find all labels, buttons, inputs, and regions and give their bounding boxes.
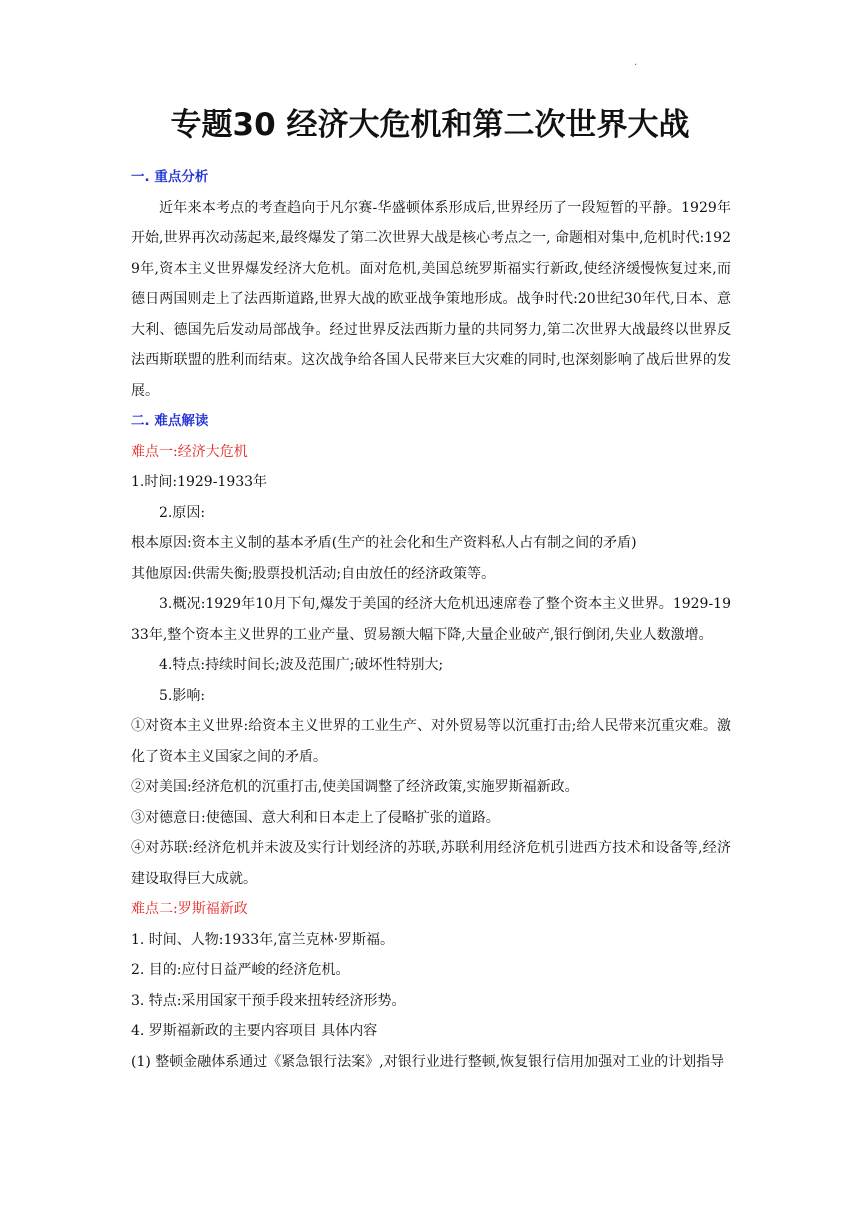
section-heading-key-analysis: 一. 重点分析 xyxy=(131,169,209,185)
impact-capitalist-world: ①对资本主义世界:给资本主义世界的工业生产、对外贸易等以沉重打击;给人民带来沉重灾难。激化了资本主义国家之间的矛盾。 xyxy=(131,718,731,765)
new-deal-content-header: 4. 罗斯福新政的主要内容项目 具体内容 xyxy=(131,1023,378,1039)
crisis-root-cause: 根本原因:资本主义制的基本矛盾(生产的社会化和生产资料私人占有制之间的矛盾) xyxy=(131,535,637,551)
crisis-time: 1.时间:1929-1933年 xyxy=(131,474,268,490)
new-deal-financial-reform: (1) 整顿金融体系通过《紧急银行法案》,对银行业进行整顿,恢复银行信用加强对工业的计划指导 xyxy=(131,1053,725,1070)
new-deal-feature: 3. 特点:采用国家干预手段来扭转经济形势。 xyxy=(131,992,406,1009)
crisis-cause-title: 2.原因: xyxy=(159,504,206,521)
new-deal-time-person: 1. 时间、人物:1933年,富兰克林·罗斯福。 xyxy=(131,931,395,948)
crisis-other-cause: 其他原因:供需失衡;股票投机活动;自由放任的经济政策等。 xyxy=(131,565,496,582)
new-deal-purpose: 2. 目的:应付日益严峻的经济危机。 xyxy=(131,962,350,978)
difficulty-heading-new-deal: 难点二:罗斯福新政 xyxy=(131,901,248,917)
crisis-impact-title: 5.影响: xyxy=(159,687,206,704)
crisis-features: 4.特点:持续时间长;波及范围广;破坏性特别大; xyxy=(159,657,444,673)
intro-paragraph: 近年来本考点的考查趋向于凡尔赛-华盛顿体系形成后,世界经历了一段短暂的平静。1929年开始,世界再次动荡起来,最终爆发了第二次世界大战是核心考点之一, 命题相对集中,危机时代:1929年,资本主义世界爆发经济大危机。面对危机,美国总统罗斯福实行新政,使经济缓慢恢复过来,而德日两国则走上了法西斯道路,世界大战的欧亚战争策地形成。战争时代:20世纪30年代,日本、意大利、德国先后发动局部战争。经过世界反法西斯力量的共同努力,第二次世界大战最终以世界反法西斯联盟的胜利而结束。这次战争给各国人民带来巨大灾难的同时,也深刻影响了战后世界的发展。 xyxy=(131,199,731,399)
page-title: 专题30 经济大危机和第二次世界大战 xyxy=(170,107,690,143)
document-body xyxy=(131,162,731,1077)
section-heading-difficult-points: 二. 难点解读 xyxy=(131,413,209,429)
impact-soviet-union: ④对苏联:经济危机并未波及实行计划经济的苏联,苏联利用经济危机引进西方技术和设备等,经济建设取得巨大成就。 xyxy=(131,840,731,887)
impact-usa: ②对美国:经济危机的沉重打击,使美国调整了经济政策,实施罗斯福新政。 xyxy=(131,779,579,795)
crisis-overview: 3.概况:1929年10月下旬,爆发于美国的经济大危机迅速席卷了整个资本主义世界。1929-1933年,整个资本主义世界的工业产量、贸易额大幅下降,大量企业破产,银行倒闭,失业人数激增。 xyxy=(131,596,731,643)
difficulty-heading-economic-crisis: 难点一:经济大危机 xyxy=(131,443,248,460)
impact-germany-italy-japan: ③对德意日:使德国、意大利和日本走上了侵略扩张的道路。 xyxy=(131,809,500,826)
corner-mark: . xyxy=(634,57,638,68)
